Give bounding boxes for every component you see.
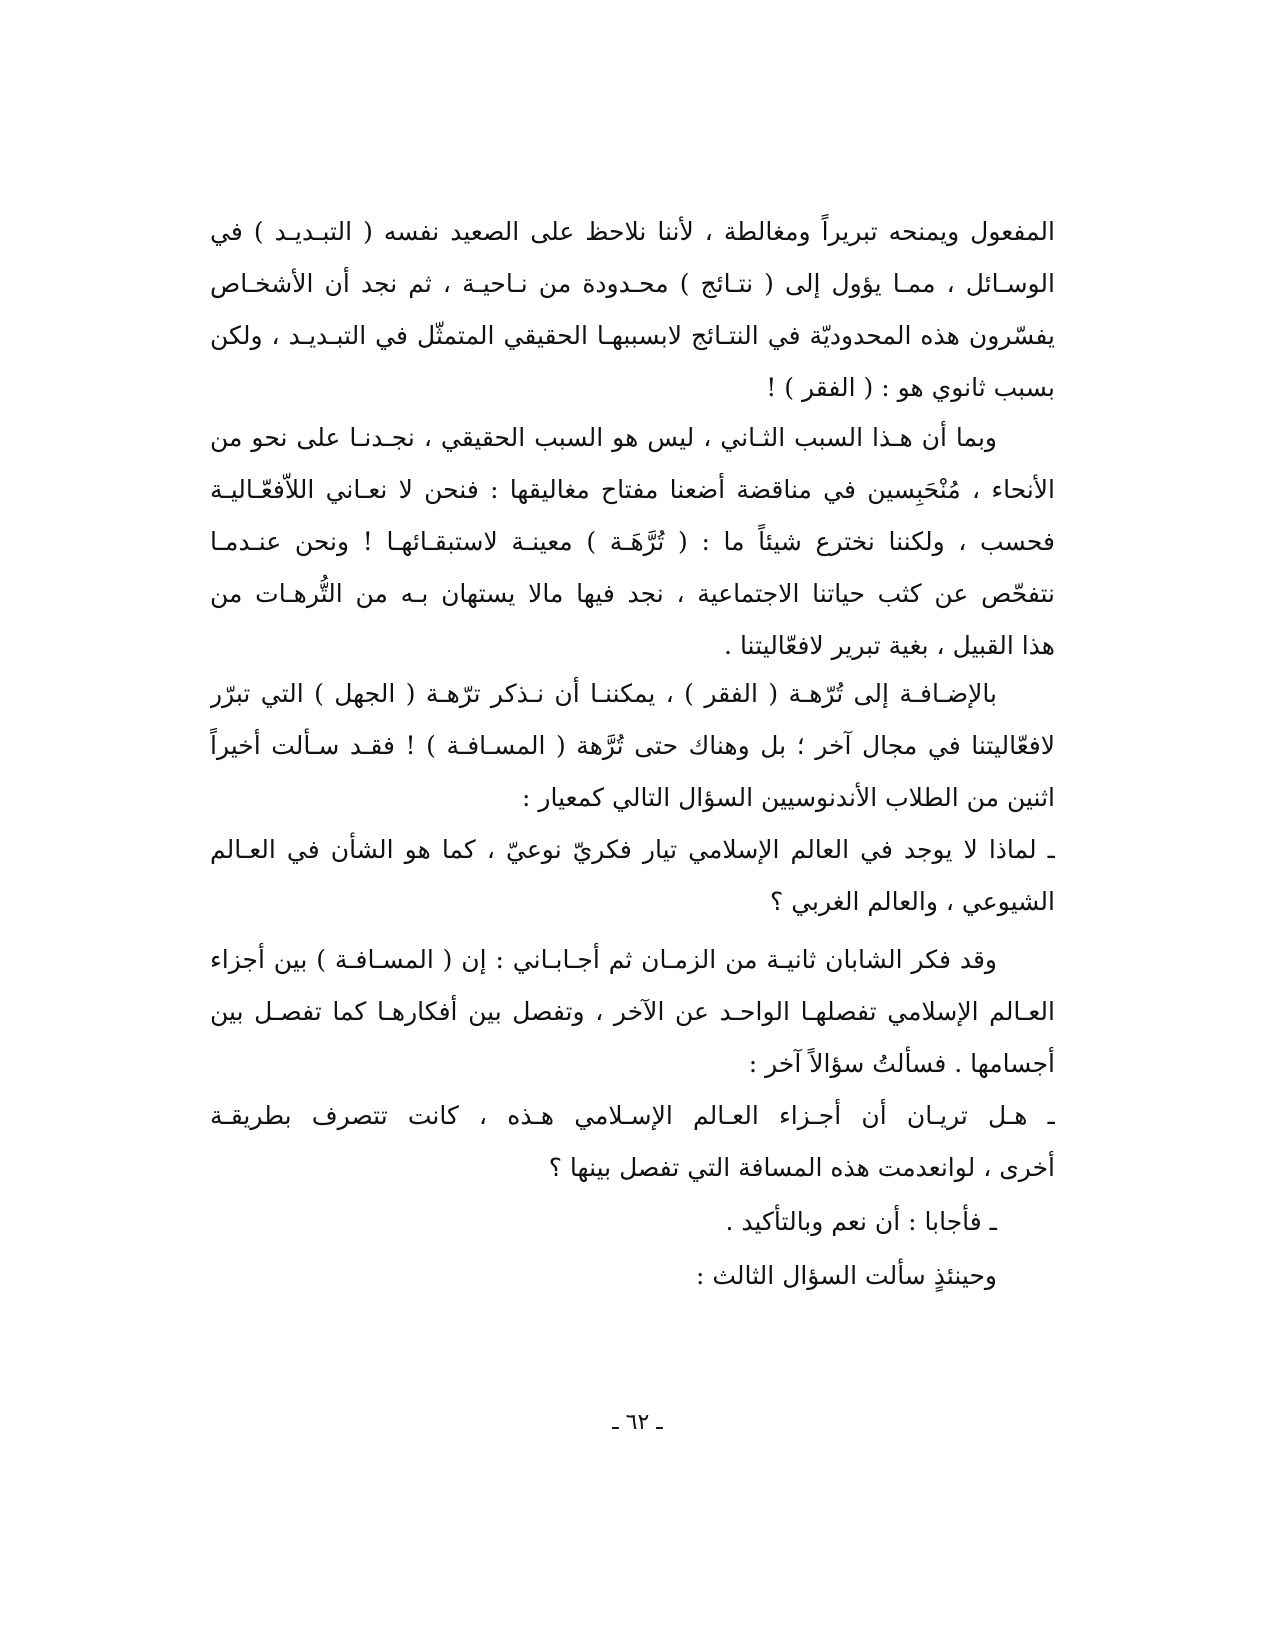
text-line: هذا القبيل ، بغية تبرير لافعّاليتنا . bbox=[724, 631, 1055, 660]
text-line: ـ فأجابا : أن نعم وبالتأكيد . bbox=[725, 1207, 997, 1236]
paragraph-6 bbox=[210, 1090, 1055, 1194]
text-line: يفسّرون هذه المحدوديّة في النتـائج لابسببهـا الحقيقي المتمثّل في التبـديـد ، ولكن bbox=[210, 321, 1055, 350]
text-line: نتفحّص عن كثب حياتنا الاجتماعية ، نجد فيها مالا يستهان بـه من التُّرهـات من bbox=[210, 579, 1055, 608]
text-line: بسبب ثانوي هو : ( الفقر ) ! bbox=[766, 373, 1055, 402]
paragraph-5 bbox=[210, 934, 1055, 1090]
text-line: ـ هـل تريـان أن أجـزاء العـالم الإسـلامي هـذه ، كانت تتصرف بطريقـة bbox=[210, 1101, 1055, 1130]
text-line: المفعول ويمنحه تبريراً ومغالطة ، لأننا نلاحظ على الصعيد نفسه ( التبـديـد ) في bbox=[210, 217, 1055, 246]
text-line: الأنحاء ، مُنْحَبِسين في مناقضة أضعنا مفتاح مغاليقها : فنحن لا نعـاني اللاّفعّـاليـة bbox=[210, 475, 1055, 504]
text-line: الشيوعي ، والعالم الغربي ؟ bbox=[770, 887, 1055, 916]
text-line: بالإضـافـة إلى تُرّهـة ( الفقر ) ، يمكننـا أن نـذكر ترّهـة ( الجهل ) التي تبرّر bbox=[210, 679, 997, 708]
paragraph-3 bbox=[210, 668, 1055, 824]
text-line: وبما أن هـذا السبب الثـاني ، ليس هو السبب الحقيقي ، نجـدنـا على نحو من bbox=[210, 423, 997, 452]
paragraph-8 bbox=[210, 1250, 1055, 1302]
page-number: ـ ٦٢ ـ bbox=[612, 1410, 663, 1435]
paragraph-2 bbox=[210, 412, 1055, 672]
text-line: فحسب ، ولكننا نخترع شيئاً ما : ( تُرَّهَـة ) معينـة لاستبقـائهـا ! ونحن عنـدمـا bbox=[210, 527, 1055, 556]
text-line: لافعّاليتنا في مجال آخر ؛ بل وهناك حتى تُرَّهة ( المسـافـة ) ! فقـد سـألت أخيراً bbox=[210, 731, 1055, 760]
paragraph-7 bbox=[210, 1196, 1055, 1248]
text-line: وحينئذٍ سألت السؤال الثالث : bbox=[695, 1261, 997, 1290]
text-line: أخرى ، لوانعدمت هذه المسافة التي تفصل بينها ؟ bbox=[548, 1153, 1055, 1182]
text-line: وقد فكر الشابان ثانيـة من الزمـان ثم أجـابـاني : إن ( المسـافـة ) بين أجزاء bbox=[210, 945, 997, 974]
text-line: ـ لماذا لا يوجد في العالم الإسلامي تيار فكريّ نوعيّ ، كما هو الشأن في العـالم bbox=[210, 835, 1055, 864]
text-line: العـالم الإسلامي تفصلهـا الواحـد عن الآخر ، وتفصل بين أفكارهـا كما تفصـل بين bbox=[210, 997, 1055, 1026]
paragraph-4 bbox=[210, 824, 1055, 928]
paragraph-1 bbox=[210, 206, 1055, 414]
text-line: اثنين من الطلاب الأندنوسيين السؤال التالي كمعيار : bbox=[522, 783, 1055, 812]
text-line: أجسامها . فسألتُ سؤالاً آخر : bbox=[748, 1049, 1055, 1078]
text-line: الوسـائل ، ممـا يؤول إلى ( نتـائج ) محـدودة من نـاحيـة ، ثم نجد أن الأشخـاص bbox=[210, 269, 1055, 298]
